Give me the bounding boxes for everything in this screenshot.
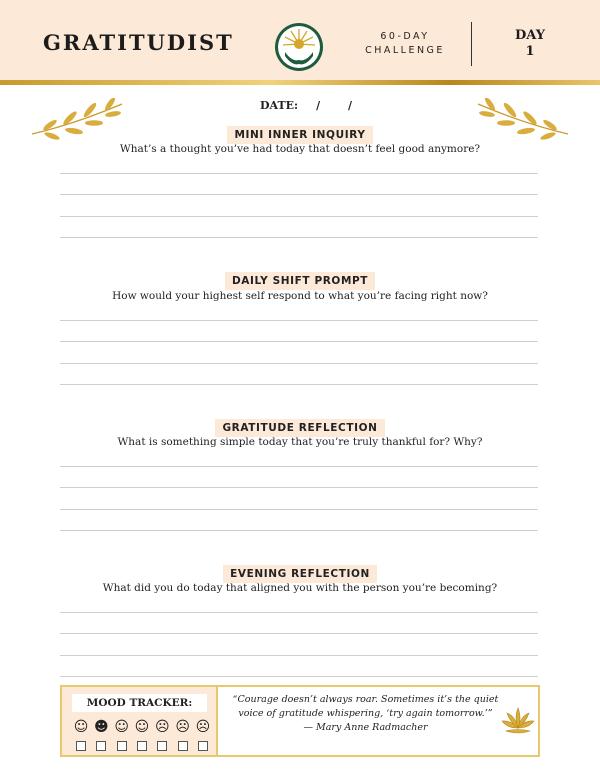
mood-tracker-title: MOOD TRACKER:	[72, 694, 207, 712]
section-prompt: What’s a thought you’ve had today that doesn’t feel good anymore?	[119, 143, 481, 155]
date-label: DATE:	[260, 99, 299, 112]
mood-tracker	[62, 687, 216, 755]
section-title-label: DAILY SHIFT PROMPT	[225, 272, 375, 290]
mood-faces	[72, 720, 212, 734]
day-indicator	[500, 28, 560, 60]
writing-line[interactable]	[60, 237, 538, 238]
quote-line-2: voice of gratitude whispering, ‘try again tomorrow.’”	[238, 708, 493, 719]
writing-line[interactable]	[60, 216, 538, 217]
grin-face-icon: ☻	[94, 719, 109, 735]
section-title-label: MINI INNER INQUIRY	[227, 126, 372, 144]
mood-checkbox[interactable]	[137, 741, 147, 751]
mood-checkbox[interactable]	[117, 741, 127, 751]
mood-checkbox[interactable]	[157, 741, 167, 751]
writing-line[interactable]	[60, 655, 538, 656]
section-title-label: EVENING REFLECTION	[223, 565, 377, 583]
unhappy-face-icon: ☹	[195, 719, 211, 735]
section-prompt: What did you do today that aligned you with the person you’re becoming?	[102, 582, 498, 594]
sad-face-icon: ☹	[155, 719, 170, 735]
mood-checkbox[interactable]	[76, 741, 86, 751]
writing-line[interactable]	[60, 509, 538, 510]
smirk-face-icon: ☺	[134, 719, 150, 735]
happy-face-icon: ☺	[73, 719, 89, 735]
sunburst-logo-icon	[274, 22, 324, 72]
section-title-mini-inner-inquiry	[0, 123, 600, 144]
writing-line[interactable]	[60, 384, 538, 385]
writing-line[interactable]	[60, 341, 538, 342]
mood-checkboxes	[76, 741, 208, 751]
challenge-line-1: 60-DAY	[380, 31, 430, 42]
brand-title: GRATITUDIST	[43, 30, 234, 55]
neutral-face-icon: ☺	[114, 719, 129, 735]
writing-line[interactable]	[60, 487, 538, 488]
quote-panel	[216, 687, 538, 755]
writing-line[interactable]	[60, 633, 538, 634]
writing-line[interactable]	[60, 612, 538, 613]
writing-line[interactable]	[60, 173, 538, 174]
quote-line-1: “Courage doesn’t always roar. Sometimes it’s the quiet	[232, 694, 499, 705]
mood-checkbox[interactable]	[96, 741, 106, 751]
section-prompt: What is something simple today that you’re truly thankful for? Why?	[117, 436, 483, 448]
challenge-line-2: CHALLENGE	[365, 45, 445, 56]
mood-checkbox[interactable]	[178, 741, 188, 751]
date-slashes: / /	[316, 99, 364, 112]
mood-checkbox[interactable]	[198, 741, 208, 751]
header-gold-divider	[0, 80, 600, 85]
section-title-label: GRATITUDE REFLECTION	[215, 419, 384, 437]
writing-line[interactable]	[60, 194, 538, 195]
writing-line[interactable]	[60, 676, 538, 677]
writing-line[interactable]	[60, 363, 538, 364]
lotus-icon	[501, 704, 535, 736]
section-title-evening-reflection	[0, 562, 600, 583]
writing-line[interactable]	[60, 466, 538, 467]
day-number: 1	[525, 44, 535, 59]
day-label: DAY	[515, 28, 545, 43]
section-title-gratitude-reflection	[0, 416, 600, 437]
writing-line[interactable]	[60, 320, 538, 321]
challenge-label	[350, 30, 460, 58]
quote-text	[228, 693, 503, 735]
date-field[interactable]	[260, 99, 364, 112]
frown-face-icon: ☹	[175, 719, 190, 735]
header-divider	[471, 22, 472, 66]
writing-line[interactable]	[60, 530, 538, 531]
quote-author: — Mary Anne Radmacher	[303, 722, 428, 733]
section-prompt: How would your highest self respond to what you’re facing right now?	[112, 290, 488, 302]
section-title-daily-shift-prompt	[0, 269, 600, 290]
footer-panel	[60, 685, 540, 757]
